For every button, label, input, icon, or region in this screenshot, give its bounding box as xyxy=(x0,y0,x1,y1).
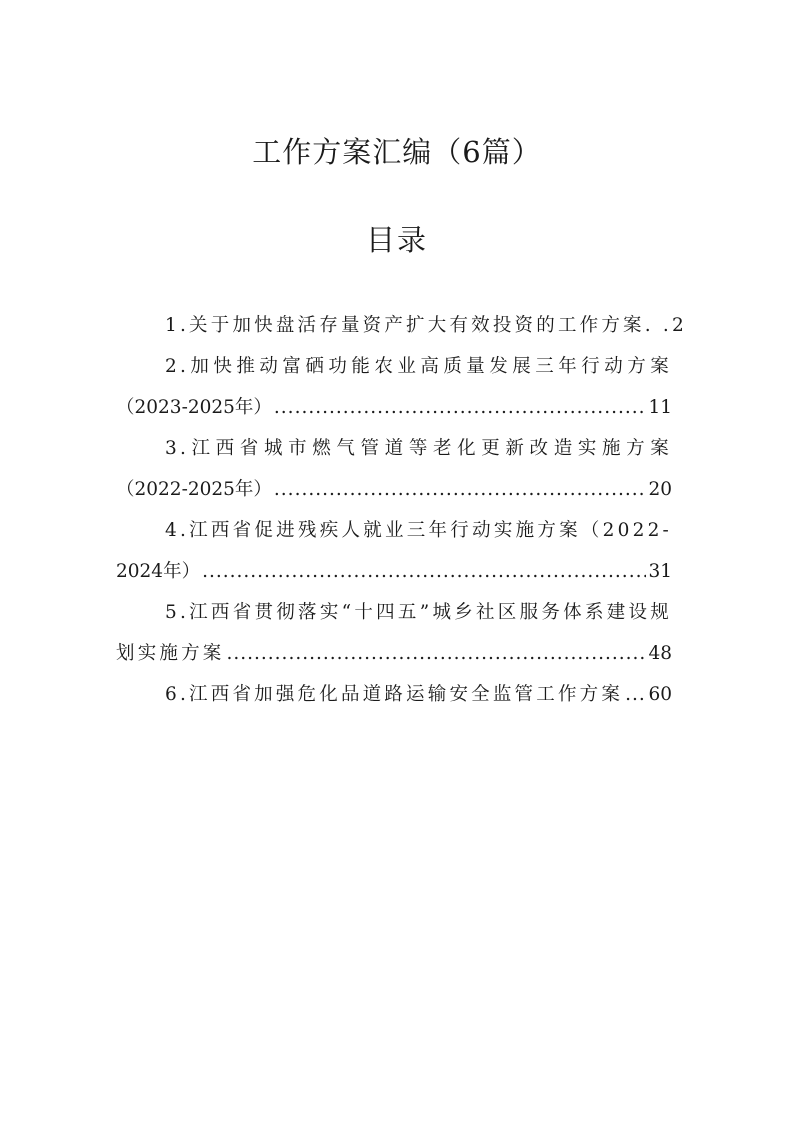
toc-entry-title-continued: 划实施方案 xyxy=(116,643,225,664)
toc-leader-dots xyxy=(274,469,647,510)
toc-entry-2[interactable] xyxy=(116,346,672,428)
toc-page-number: 48 xyxy=(648,643,672,664)
toc-entry-title: 2.加快推动富硒功能农业高质量发展三年行动方案 xyxy=(165,356,672,377)
toc-entry-6[interactable] xyxy=(116,674,672,715)
document-title: 工作方案汇编（6篇） xyxy=(252,135,542,169)
toc-entry-title: 5.江西省贯彻落实“十四五”城乡社区服务体系建设规 xyxy=(165,602,672,623)
toc-page-number: 20 xyxy=(648,479,672,500)
toc-heading: 目录 xyxy=(365,223,428,257)
toc-entry-title-continued: 2024年） xyxy=(116,561,201,582)
toc-leader-dots xyxy=(274,387,647,428)
toc-entry-4[interactable] xyxy=(116,510,672,592)
table-of-contents xyxy=(116,305,684,715)
toc-entry-title: 1.关于加快盘活存量资产扩大有效投资的工作方案. . xyxy=(165,315,672,336)
toc-page-number: 31 xyxy=(648,561,672,582)
toc-leader-dots xyxy=(625,674,646,715)
toc-entry-title: 4.江西省促进残疾人就业三年行动实施方案（2022- xyxy=(165,520,672,541)
toc-entry-title: 6.江西省加强危化品道路运输安全监管工作方案 xyxy=(165,684,624,705)
toc-entry-1[interactable] xyxy=(116,305,684,346)
toc-entry-title-continued: （2023-2025年） xyxy=(116,397,272,418)
toc-entry-title: 3.江西省城市燃气管道等老化更新改造实施方案 xyxy=(165,438,672,459)
toc-page-number: 2 xyxy=(672,315,684,336)
toc-leader-dots xyxy=(227,633,647,674)
toc-entry-3[interactable] xyxy=(116,428,672,510)
toc-entry-5[interactable] xyxy=(116,592,672,674)
toc-entry-title-continued: （2022-2025年） xyxy=(116,479,272,500)
toc-page-number: 60 xyxy=(648,684,672,705)
toc-leader-dots xyxy=(202,551,646,592)
toc-page-number: 11 xyxy=(648,397,672,418)
